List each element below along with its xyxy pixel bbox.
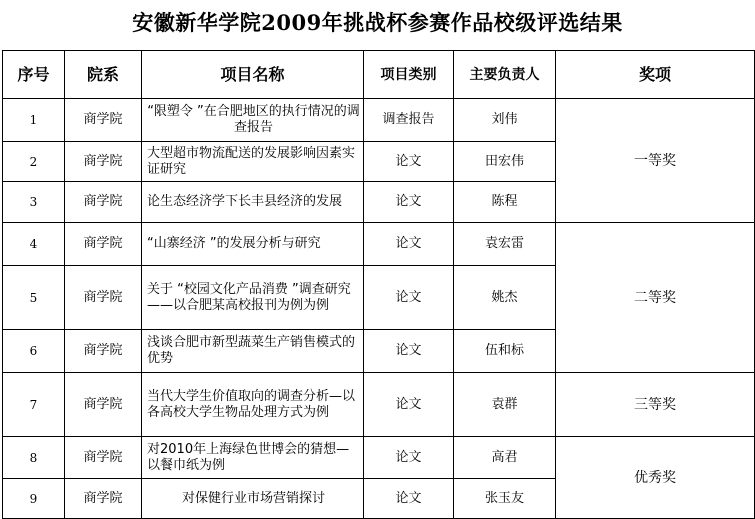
award-cell: 三等奖: [556, 373, 755, 437]
cell-seq: 1: [3, 99, 65, 142]
header-award: 奖项: [556, 51, 755, 99]
cell-dept: 商学院: [65, 223, 142, 266]
award-cell: 二等奖: [556, 223, 755, 373]
cell-leader: 伍和标: [454, 330, 556, 373]
cell-project: 对2010年上海绿色世博会的猜想—以餐巾纸为例: [142, 437, 364, 479]
cell-seq: 9: [3, 479, 65, 519]
cell-dept: 商学院: [65, 182, 142, 223]
cell-leader: 高君: [454, 437, 556, 479]
cell-leader: 袁宏雷: [454, 223, 556, 266]
results-table: [2, 50, 755, 519]
cell-category: 论文: [364, 330, 454, 373]
cell-category: 论文: [364, 142, 454, 182]
page-title: 安徽新华学院2009年挑战杯参赛作品校级评选结果: [132, 10, 623, 35]
header-seq: 序号: [3, 51, 65, 99]
cell-dept: 商学院: [65, 142, 142, 182]
award-cell: 一等奖: [556, 99, 755, 223]
cell-leader: 陈程: [454, 182, 556, 223]
cell-category: 论文: [364, 479, 454, 519]
cell-project: 关于 “校园文化产品消费 ”调查研究——以合肥某高校报刊为例为例: [142, 266, 364, 330]
table-row: [3, 223, 755, 266]
cell-project: 论生态经济学下长丰县经济的发展: [142, 182, 364, 223]
cell-dept: 商学院: [65, 266, 142, 330]
cell-project: 大型超市物流配送的发展影响因素实证研究: [142, 142, 364, 182]
table-row: [3, 373, 755, 437]
cell-leader: 姚杰: [454, 266, 556, 330]
cell-dept: 商学院: [65, 330, 142, 373]
award-cell: 优秀奖: [556, 437, 755, 519]
header-dept: 院系: [65, 51, 142, 99]
cell-category: 论文: [364, 182, 454, 223]
header-leader: 主要负责人: [454, 51, 556, 99]
cell-category: 调查报告: [364, 99, 454, 142]
cell-seq: 2: [3, 142, 65, 182]
table-header-row: [3, 51, 755, 99]
cell-project: 当代大学生价值取向的调查分析—以各高校大学生物品处理方式为例: [142, 373, 364, 437]
cell-category: 论文: [364, 223, 454, 266]
cell-dept: 商学院: [65, 373, 142, 437]
cell-seq: 4: [3, 223, 65, 266]
cell-seq: 3: [3, 182, 65, 223]
cell-leader: 袁群: [454, 373, 556, 437]
cell-project: 浅谈合肥市新型蔬菜生产销售模式的优势: [142, 330, 364, 373]
cell-seq: 8: [3, 437, 65, 479]
cell-leader: 张玉友: [454, 479, 556, 519]
cell-project: “山寨经济 ”的发展分析与研究: [142, 223, 364, 266]
cell-dept: 商学院: [65, 437, 142, 479]
cell-leader: 田宏伟: [454, 142, 556, 182]
cell-dept: 商学院: [65, 99, 142, 142]
cell-leader: 刘伟: [454, 99, 556, 142]
cell-seq: 5: [3, 266, 65, 330]
header-project: 项目名称: [142, 51, 364, 99]
table-row: [3, 99, 755, 142]
cell-category: 论文: [364, 373, 454, 437]
cell-seq: 6: [3, 330, 65, 373]
cell-category: 论文: [364, 266, 454, 330]
cell-project: 对保健行业市场营销探讨: [142, 479, 364, 519]
table-row: [3, 437, 755, 479]
cell-seq: 7: [3, 373, 65, 437]
cell-dept: 商学院: [65, 479, 142, 519]
cell-category: 论文: [364, 437, 454, 479]
cell-project: “限塑令 ”在合肥地区的执行情况的调查报告: [142, 99, 364, 142]
header-category: 项目类别: [364, 51, 454, 99]
